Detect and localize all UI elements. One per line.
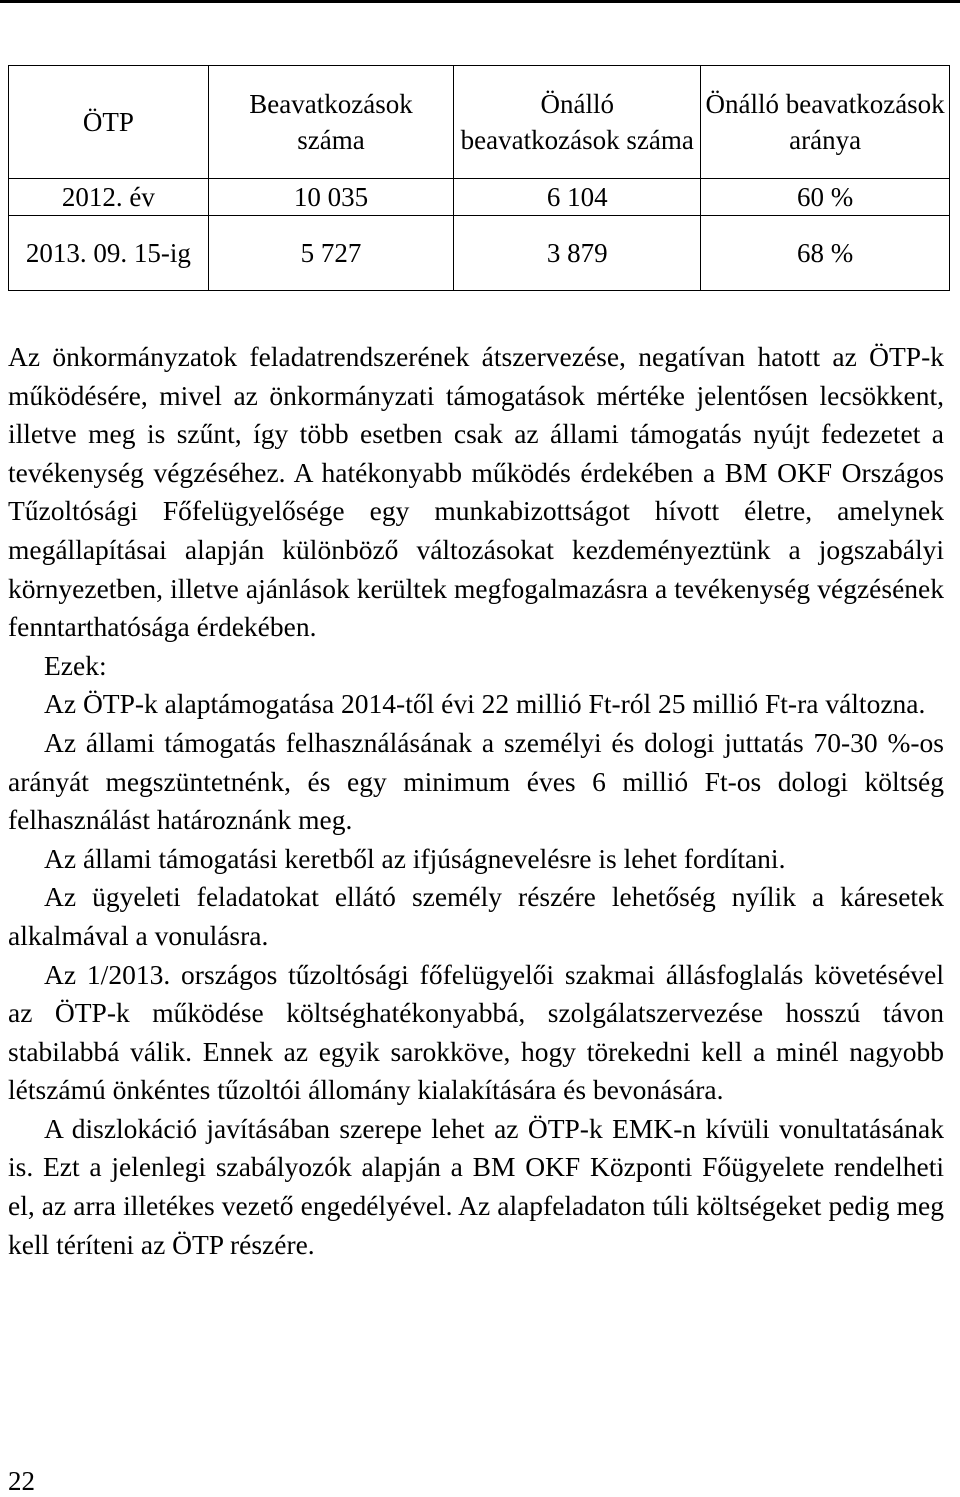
paragraph-position-statement: Az 1/2013. országos tűzoltósági főfelügyelői szakmai állásfoglalás követésével az ÖTP-k működése költséghatékonyabbá, szolgálatszervezése hosszú távon stabilabbá válik. Ennek az egyik sarokköve, hogy törekedni kell a minél nagyobb létszámú önkéntes tűzoltói állomány kialakítására és bevonására. [8,958,944,1106]
table-cell-period: 2012. év [9,179,209,216]
header-independent-interventions-ratio: Önálló beavatkozások aránya [701,66,950,179]
header-interventions-count: Beavatkozások száma [208,66,454,179]
table-row [9,216,950,291]
body-text [8,338,944,1264]
paragraph-restructuring: Az önkormányzatok feladatrendszerének átszervezése, negatívan hatott az ÖTP-k működésére, mivel az önkormányzati támogatások mértéke jelentősen lecsökkent, illetve meg is szűnt, így több esetben csak az állami támogatás nyújt fedezetet a tevékenység végzéséhez. A hatékonyabb működés érdekében a BM OKF Országos Tűzoltósági Főfelügyelősége egy munkabizottságot hívott életre, amelynek megállapításai alapján különböző változásokat kezdeményeztünk a jogszabályi környezetben, illetve ajánlások kerültek megfogalmazásra a tevékenység végzésének fenntarthatósága érdekében. [8,341,944,643]
table-cell-independent: 6 104 [454,179,701,216]
paragraph-ezek: Ezek: [44,649,107,681]
table-row [9,179,950,216]
paragraph-base-support: Az ÖTP-k alaptámogatása 2014-től évi 22 millió Ft-ról 25 millió Ft-ra változna. [44,688,926,720]
table-cell-interventions: 5 727 [208,216,454,291]
table-cell-ratio: 60 % [701,179,950,216]
paragraph-duty-personnel: Az ügyeleti feladatokat ellátó személy részére lehetőség nyílik a káresetek alkalmával a vonulásra. [8,881,944,951]
paragraph-youth-education: Az állami támogatási keretből az ifjúságnevelésre is lehet fordítani. [44,842,786,874]
top-rule [0,0,960,3]
table-cell-ratio: 68 % [701,216,950,291]
table-cell-independent: 3 879 [454,216,701,291]
header-otp: ÖTP [9,66,209,179]
paragraph-dislocation: A diszlokáció javításában szerepe lehet az ÖTP-k EMK-n kívüli vonultatásának is. Ezt a jelenlegi szabályozók alapján a BM OKF Központi Főügyelete rendelheti el, az arra illetékes vezető engedélyével. Az alapfeladaton túli költségeket pedig meg kell téríteni az ÖTP részére. [8,1112,944,1260]
table-header-row [9,66,950,179]
intervention-statistics-table [8,65,950,291]
header-independent-interventions-count: Önálló beavatkozások száma [454,66,701,179]
page-number: 22 [8,1466,35,1496]
table-cell-period: 2013. 09. 15-ig [9,216,209,291]
table-cell-interventions: 10 035 [208,179,454,216]
paragraph-support-ratio: Az állami támogatás felhasználásának a személyi és dologi juttatás 70-30 %-os arányát megszüntetnénk, és egy minimum éves 6 millió Ft-os dologi költség felhasználást határoznánk meg. [8,726,944,836]
